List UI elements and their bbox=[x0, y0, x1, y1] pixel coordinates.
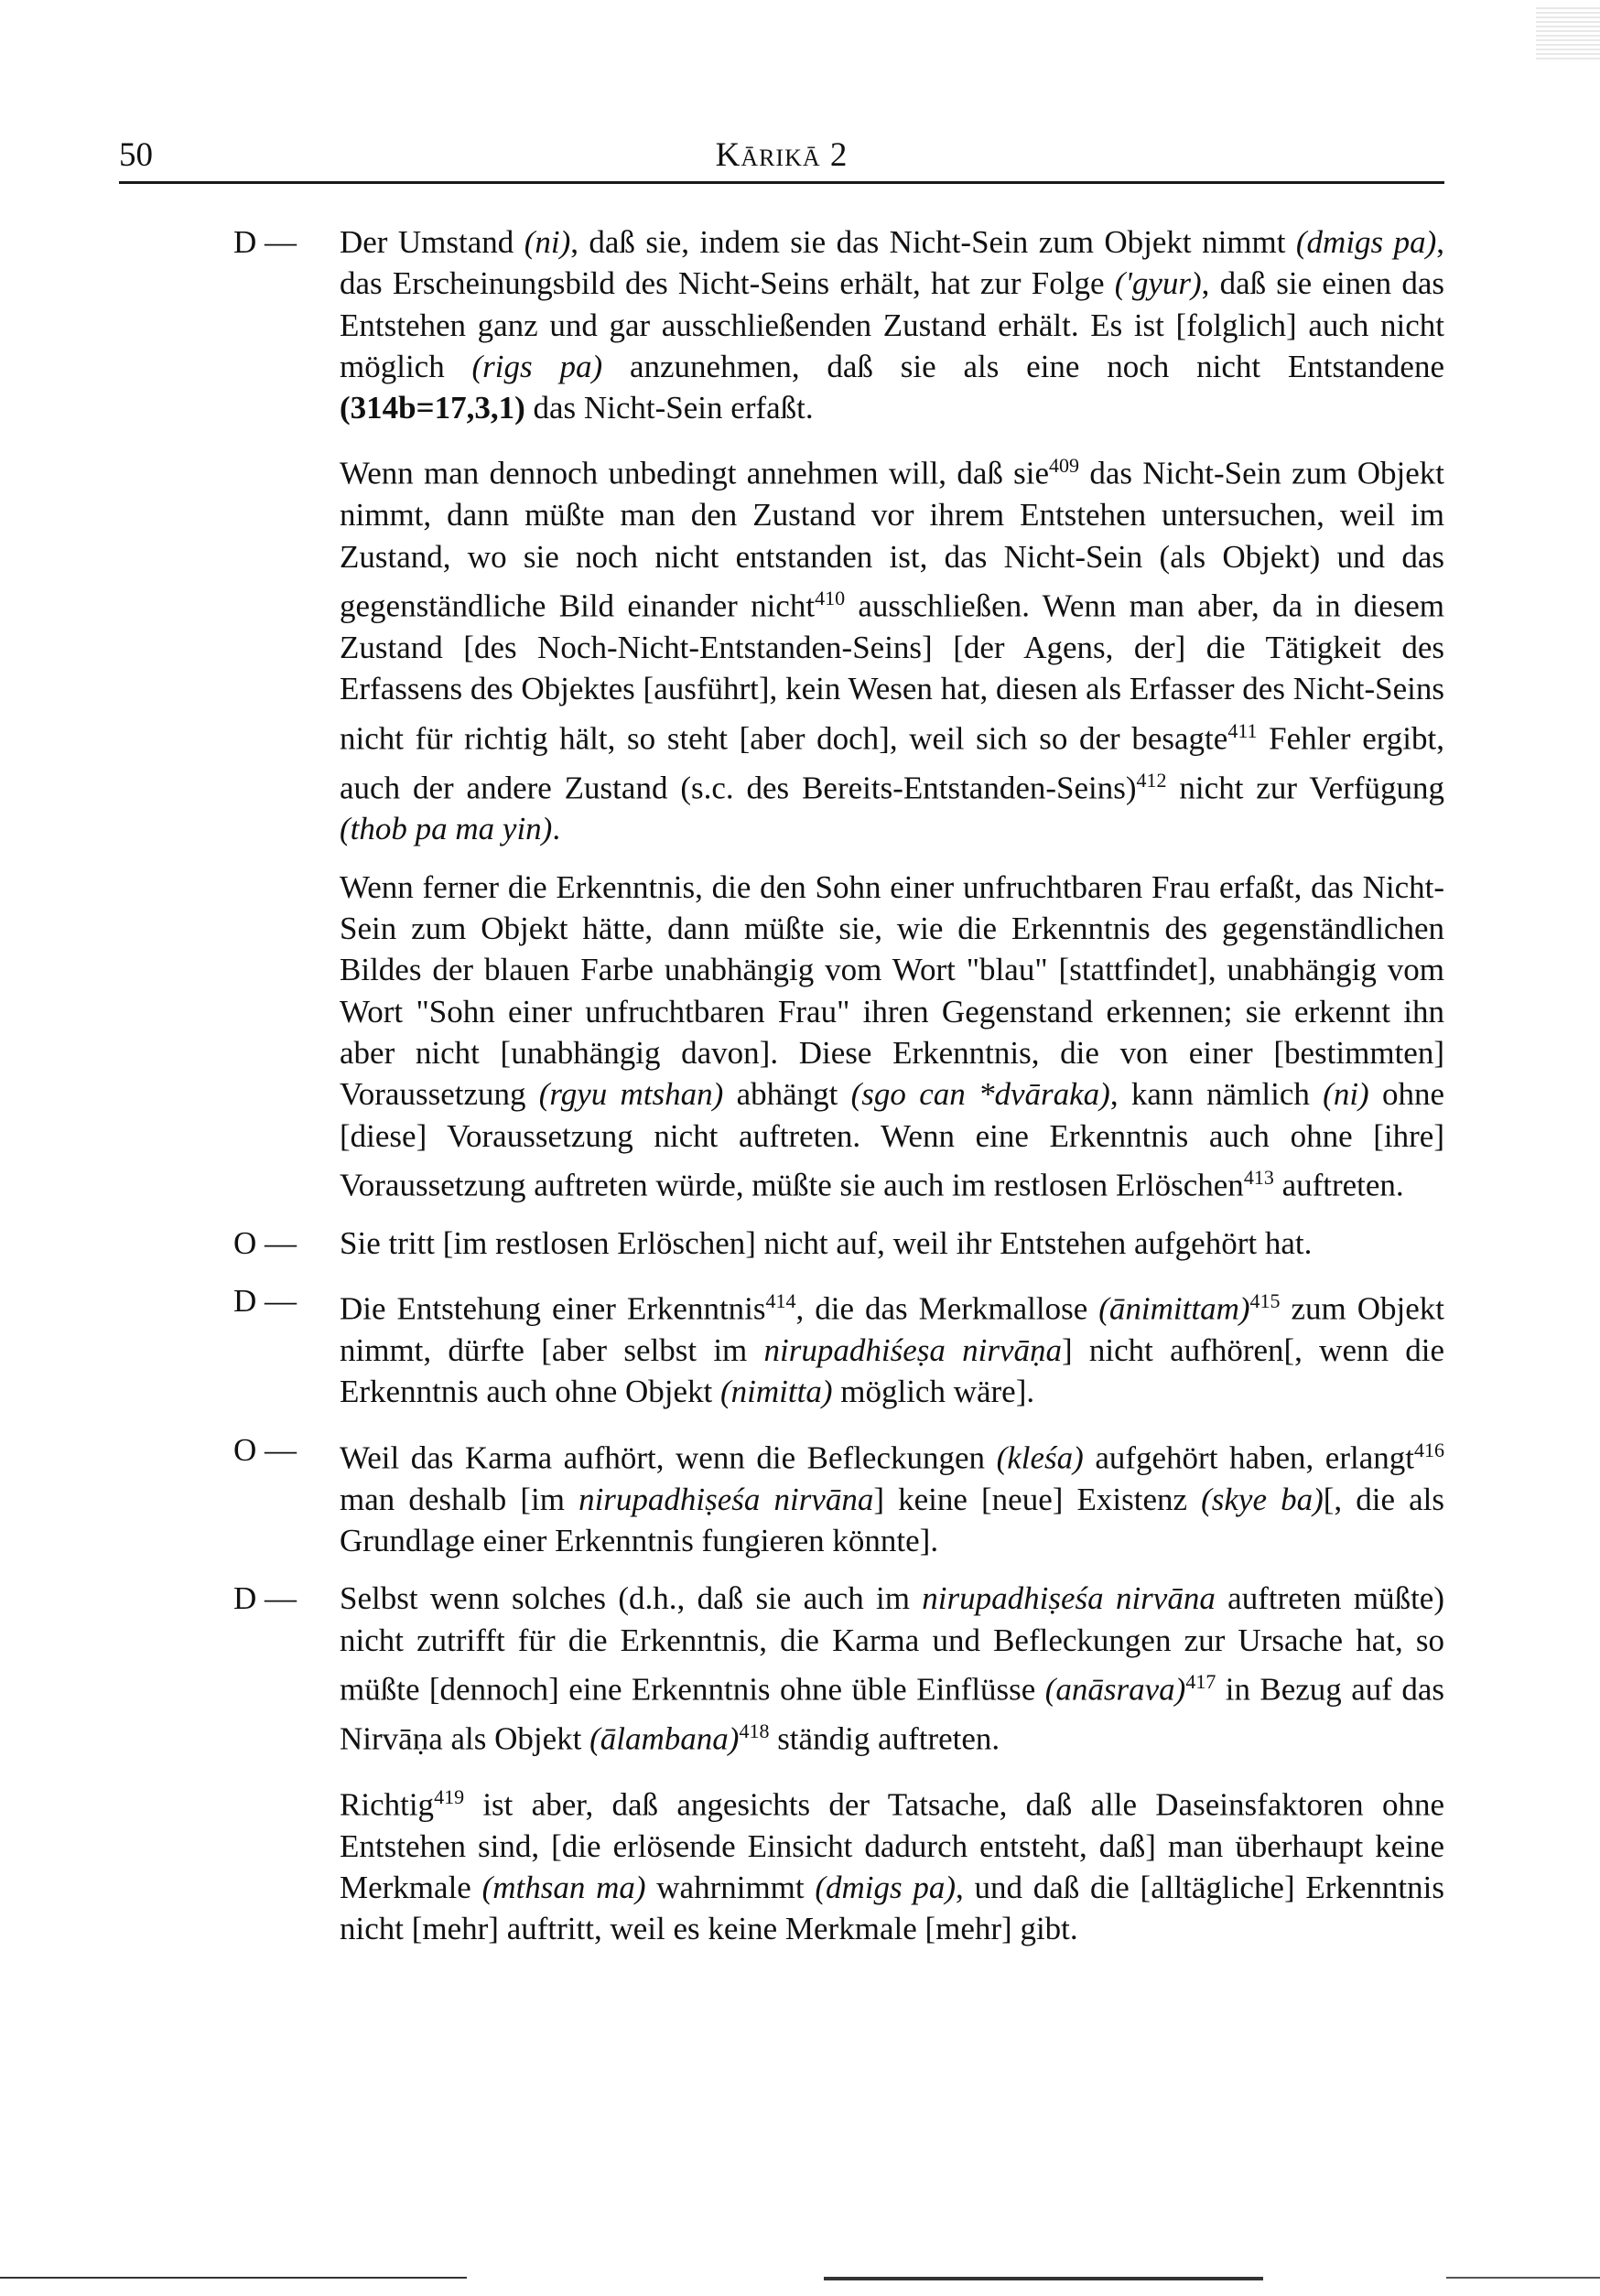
italic-term: (ni) bbox=[1323, 1076, 1369, 1113]
text-run: abhängt bbox=[723, 1076, 851, 1113]
speaker-marker: O — bbox=[233, 1224, 297, 1261]
text-run: das Nicht-Sein erfaßt. bbox=[524, 390, 814, 426]
italic-term: (anāsrava) bbox=[1044, 1671, 1186, 1708]
paragraph bbox=[233, 1223, 1444, 1264]
italic-term: (ānimittam) bbox=[1098, 1290, 1250, 1327]
page-number: 50 bbox=[119, 136, 153, 174]
text-run: [, die als Grundlage einer Erkenntnis fungieren könnte]. bbox=[340, 1481, 1444, 1558]
italic-term: nirupadhiṣeśa nirvāna bbox=[578, 1481, 874, 1517]
text-run: in Bezug auf das Nirvāṇa als Objekt bbox=[340, 1671, 1444, 1757]
text-run: , und daß die [alltägliche] Erkenntnis nicht [mehr] auftritt, weil es keine Merkmale [mehr] gibt. bbox=[340, 1869, 1444, 1947]
italic-term: (sgo can *dvāraka) bbox=[850, 1076, 1110, 1113]
text-run: ohne [diese] Voraussetzung nicht auftreten. Wenn eine Erkenntnis auch ohne [ihre] Voraussetzung auftreten würde, müßte sie auch im restlosen Erlöschen bbox=[340, 1076, 1445, 1203]
italic-term: (skye ba) bbox=[1201, 1481, 1324, 1517]
italic-term: nirupadhiṣeśa nirvāna bbox=[922, 1580, 1216, 1617]
italic-term: (ālambana) bbox=[589, 1720, 740, 1757]
footer-rule bbox=[0, 2277, 467, 2279]
footnote-ref: 417 bbox=[1185, 1669, 1216, 1693]
speaker-marker: D — bbox=[233, 1580, 297, 1617]
italic-term: (rigs pa) bbox=[471, 348, 603, 384]
footnote-ref: 414 bbox=[765, 1289, 796, 1313]
text-run: , kann nämlich bbox=[1109, 1076, 1324, 1113]
paragraph bbox=[233, 867, 1444, 1206]
text-run: ist aber, daß angesichts der Tatsache, daß alle Daseinsfaktoren ohne Entstehen sind, [die erlösende Einsicht dadurch entsteht, daß] man überhaupt keine Merkmale bbox=[340, 1786, 1444, 1905]
text-run: ständig auftreten. bbox=[769, 1720, 1000, 1757]
text-run: wahrnimmt bbox=[645, 1869, 816, 1905]
italic-term: (dmigs pa) bbox=[815, 1869, 957, 1905]
text-run: möglich wäre]. bbox=[832, 1374, 1035, 1410]
text-run: auftreten. bbox=[1273, 1167, 1404, 1203]
text-run: ausschließen. Wenn man aber, da in diesem Zustand [des Noch-Nicht-Entstanden-Seins] [der Agens, der] die Tätigkeit des Erfassens des Objektes [ausführt], kein Wesen hat, diesen als Erfasser des Nicht-Seins nicht für richtig hält, so steht [aber doch], weil sich so der besagte bbox=[340, 587, 1444, 757]
text-run: Richtig bbox=[340, 1786, 435, 1823]
text-run: nicht zur Verfügung bbox=[1166, 770, 1444, 806]
text-run: , daß sie, indem sie das Nicht-Sein zum Objekt nimmt bbox=[570, 224, 1296, 260]
italic-term: (ni) bbox=[524, 224, 571, 260]
paragraph bbox=[233, 1280, 1444, 1413]
italic-term: (thob pa ma yin) bbox=[340, 811, 553, 847]
footnote-ref: 411 bbox=[1227, 718, 1258, 742]
running-title: Kārikā 2 bbox=[715, 136, 849, 174]
text-run: zum Objekt nimmt, dürfte [aber selbst im bbox=[340, 1290, 1444, 1369]
header-rule bbox=[119, 181, 1444, 184]
page-header bbox=[119, 134, 1444, 178]
footer-rule bbox=[824, 2277, 1263, 2280]
bold-reference: (314b=17,3,1) bbox=[340, 390, 525, 426]
footnote-ref: 410 bbox=[815, 587, 846, 610]
footnote-ref: 415 bbox=[1249, 1289, 1281, 1313]
text-run: das Nicht-Sein zum Objekt nimmt, dann müßte man den Zustand vor ihrem Entstehen untersuchen, weil im Zustand, wo sie noch nicht entstanden ist, das Nicht-Sein (als Objekt) und das gegenständliche Bild einander nicht bbox=[340, 456, 1444, 624]
text-run: anzunehmen, daß sie als eine noch nicht Entstandene bbox=[602, 348, 1444, 384]
text-run: aufgehört haben, erlangt bbox=[1083, 1439, 1414, 1476]
speaker-marker: O — bbox=[233, 1431, 297, 1468]
paragraph bbox=[233, 445, 1444, 849]
text-run: Wenn man dennoch unbedingt annehmen will, daß sie bbox=[340, 456, 1050, 492]
paragraph bbox=[233, 1578, 1444, 1760]
speaker-marker: D — bbox=[233, 1283, 297, 1320]
text-run: , daß sie einen das Entstehen ganz und gar ausschließenden Zustand erhält. Es ist [folglich] auch nicht möglich bbox=[340, 265, 1444, 384]
italic-term: (rgyu mtshan) bbox=[538, 1076, 724, 1113]
italic-term: ('gyur) bbox=[1114, 265, 1202, 302]
text-run: , das Erscheinungsbild des Nicht-Seins erhält, hat zur Folge bbox=[340, 224, 1444, 302]
text-run: ] keine [neue] Existenz bbox=[873, 1481, 1202, 1517]
footnote-ref: 418 bbox=[739, 1719, 770, 1742]
italic-term: (dmigs pa) bbox=[1295, 224, 1437, 260]
italic-term: nirupadhiśeṣa nirvāṇa bbox=[763, 1332, 1062, 1369]
footnote-ref: 419 bbox=[434, 1784, 465, 1808]
text-run: Die Entstehung einer Erkenntnis bbox=[340, 1290, 766, 1327]
text-run: Der Umstand bbox=[340, 224, 524, 260]
paragraph bbox=[233, 1429, 1444, 1562]
text-run: . bbox=[552, 811, 561, 847]
text-run: Wenn ferner die Erkenntnis, die den Sohn einer unfruchtbaren Frau erfaßt, das Nicht-Sein zum Objekt hätte, dann müßte sie, wie die Erkenntnis des gegenständlichen Bildes der blauen Farbe unabhängig vom Wort "blau" [stattfindet], unabhängig vom Wort "Sohn einer unfruchtbaren Frau" ihren Gegenstand erkennen; sie erkennt ihn aber nicht [unabhängig davon]. Diese Erkenntnis, die von einer [bestimmten] Voraussetzung bbox=[340, 868, 1444, 1113]
text-run: , die das Merkmallose bbox=[795, 1290, 1099, 1327]
scan-artifact bbox=[1536, 7, 1600, 62]
footnote-ref: 409 bbox=[1049, 454, 1080, 478]
text-run: ] nicht aufhören[, wenn die Erkenntnis auch ohne Objekt bbox=[340, 1332, 1444, 1410]
italic-term: (mthsan ma) bbox=[481, 1869, 646, 1905]
footnote-ref: 416 bbox=[1413, 1438, 1444, 1461]
paragraph bbox=[233, 221, 1444, 428]
text-run: Sie tritt [im restlosen Erlöschen] nicht auf, weil ihr Entstehen aufgehört hat. bbox=[340, 1224, 1313, 1261]
body-text bbox=[233, 221, 1444, 1967]
text-run: auftreten müßte) nicht zutrifft für die Erkenntnis, die Karma und Befleckungen zur Ursache hat, so müßte [dennoch] eine Erkenntnis ohne üble Einflüsse bbox=[340, 1580, 1444, 1708]
footnote-ref: 413 bbox=[1243, 1165, 1274, 1189]
text-run: Weil das Karma aufhört, wenn die Befleckungen bbox=[340, 1439, 997, 1476]
footer-rule bbox=[1446, 2277, 1600, 2279]
speaker-marker: D — bbox=[233, 224, 297, 260]
text-run: Selbst wenn solches (d.h., daß sie auch im bbox=[340, 1580, 923, 1617]
text-run: man deshalb [im bbox=[340, 1481, 579, 1517]
text-run: Fehler ergibt, auch der andere Zustand (s.c. des Bereits-Entstanden-Seins) bbox=[340, 720, 1444, 806]
italic-term: (nimitta) bbox=[720, 1374, 833, 1410]
italic-term: (kleśa) bbox=[996, 1439, 1084, 1476]
paragraph bbox=[233, 1776, 1444, 1950]
footnote-ref: 412 bbox=[1136, 768, 1167, 792]
